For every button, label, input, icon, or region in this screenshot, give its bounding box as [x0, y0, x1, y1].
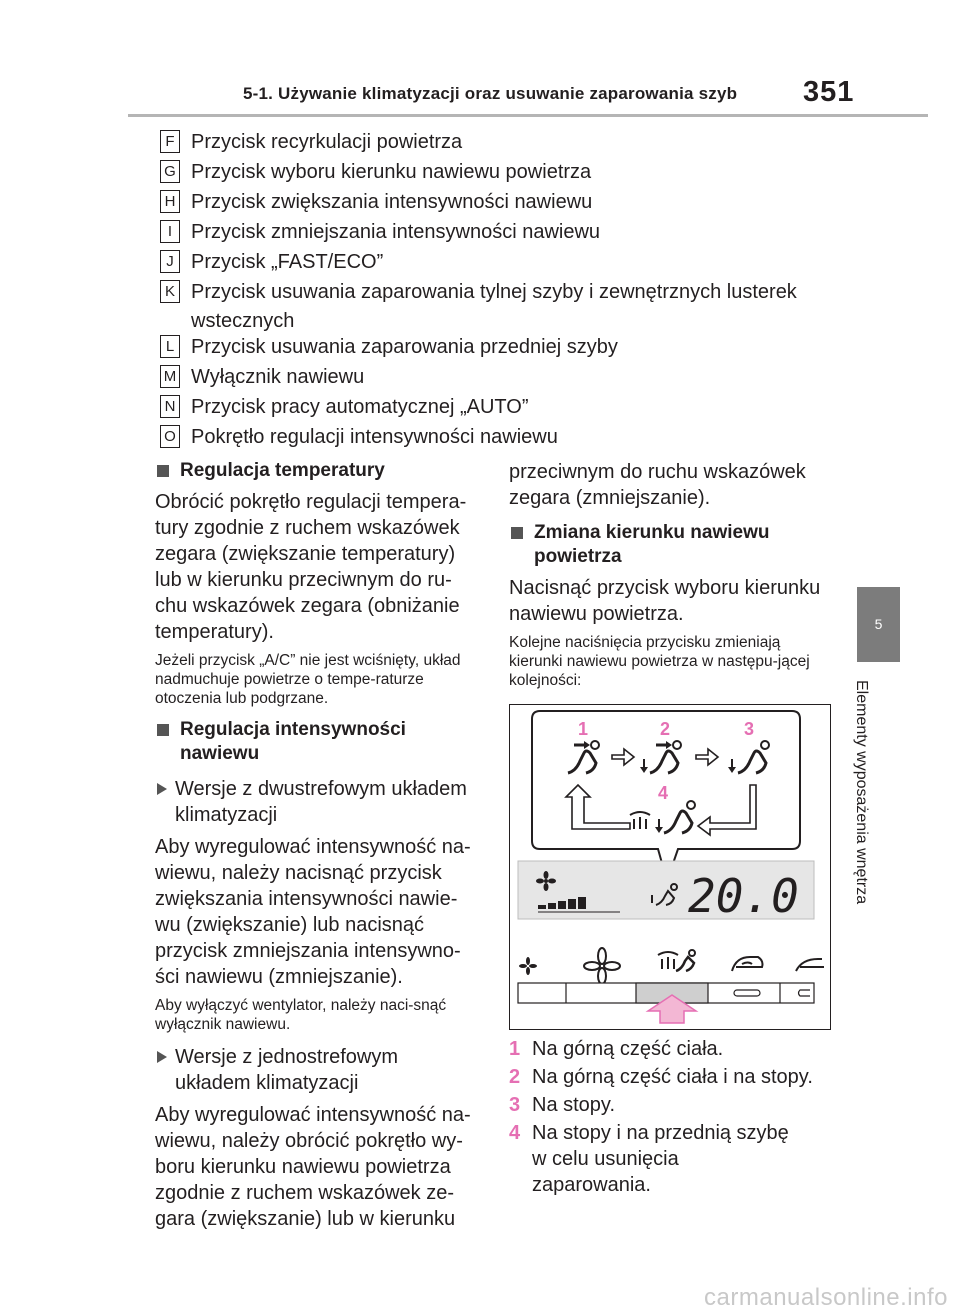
fan-small-icon: [519, 957, 537, 975]
chapter-label-text: Elementy wyposażenia wnętrza: [853, 680, 870, 905]
list-text: Na górną część ciała.: [532, 1038, 724, 1060]
left-column: [155, 459, 477, 1232]
dual-zone-note: Aby wyłączyć wentylator, należy naci-snąć wyłącznik nawiewu.: [155, 997, 447, 1033]
direction-heading: [509, 521, 829, 569]
key-letter: L: [160, 335, 180, 358]
dual-zone-heading-text: Wersje z dwustrefowym układem klimatyzacji: [175, 778, 467, 826]
section-title: 5-1. Używanie klimatyzacji oraz usuwanie zaparowania szyb: [243, 84, 738, 103]
key-letter: K: [160, 280, 180, 303]
temperature-readout: 20.0: [688, 869, 799, 923]
intensity-heading: [155, 718, 477, 766]
list-text: Na górną część ciała i na stopy.: [532, 1066, 813, 1088]
direction-body: Nacisnąć przycisk wyboru kierunku nawiewu powietrza.: [509, 577, 821, 625]
mode-number-2: 2: [660, 719, 671, 739]
key-text: Przycisk usuwania zaparowania tylnej szyby i zewnętrznych lusterek wstecznych: [191, 281, 797, 332]
temp-note: Jeżeli przycisk „A/C” nie jest wciśnięty, układ nadmuchuje powietrze o tempe-raturze otoczenia lub podgrzane.: [155, 652, 461, 707]
chapter-tab: 5: [857, 587, 900, 662]
watermark: [0, 1284, 960, 1313]
temp-body: Obrócić pokrętło regulacji tempera-tury zgodnie z ruchem wskazówek zegara (zwiększanie temperatury) lub w kierunku przeciwnym do ru-chu wskazówek zegara (obniżanie temperatury).: [155, 491, 467, 643]
key-letter: I: [160, 220, 180, 243]
list-text: Na stopy.: [532, 1094, 615, 1116]
list-number: 4: [509, 1122, 521, 1144]
temp-heading-text: Regulacja temperatury: [180, 460, 385, 481]
dual-zone-heading: [155, 776, 477, 828]
triangle-bullet-icon: [157, 1051, 167, 1063]
key-letter: F: [160, 130, 180, 153]
list-text: Na stopy i na przednią szybę w celu usunięcia zaparowania.: [532, 1122, 789, 1196]
key-letter: M: [160, 365, 180, 388]
temp-heading: [155, 459, 477, 483]
key-text: Wyłącznik nawiewu: [191, 366, 365, 388]
mode-number-3: 3: [744, 719, 755, 739]
key-text: Przycisk wyboru kierunku nawiewu powietrza: [191, 161, 592, 183]
direction-heading-text: Zmiana kierunku nawiewu powietrza: [534, 522, 770, 567]
key-text: Pokrętło regulacji intensywności nawiewu: [191, 426, 558, 448]
mode-number-4: 4: [658, 783, 669, 803]
right-column: [509, 459, 829, 690]
square-bullet-icon: [157, 465, 169, 477]
key-letter: O: [160, 425, 180, 448]
single-zone-body: Aby wyregulować intensywność na-wiewu, należy obrócić pokrętło wy-boru kierunku nawiewu powietrza zgodnie z ruchem wskazówek ze-gara (zwiększanie) lub w kierunku: [155, 1104, 471, 1230]
key-text: Przycisk zwiększania intensywności nawiewu: [191, 191, 593, 213]
watermark-text: carmanualsonline.info: [704, 1284, 948, 1311]
key-letter: J: [160, 250, 180, 273]
continuation-text: przeciwnym do ruchu wskazówek zegara (zmniejszanie).: [509, 461, 806, 509]
diagram-svg: [510, 705, 830, 1029]
key-text: Przycisk usuwania zaparowania przedniej szyby: [191, 336, 618, 358]
key-letter: H: [160, 190, 180, 213]
key-letter: G: [160, 160, 180, 183]
key-text: Przycisk „FAST/ECO”: [191, 251, 384, 273]
list-number: 1: [509, 1038, 521, 1060]
key-text: Przycisk pracy automatycznej „AUTO”: [191, 396, 529, 418]
dual-zone-body: Aby wyregulować intensywność na-wiewu, należy nacisnąć przycisk zwiększania intensywności nawie-wu (zwiększanie) lub nacisnąć przycisk zmniejszania intensywno-ści nawiewu (zmniejszanie).: [155, 836, 471, 988]
single-zone-heading-text: Wersje z jednostrefowym układem klimatyzacji: [175, 1046, 399, 1094]
triangle-bullet-icon: [157, 783, 167, 795]
page-number: 351: [803, 76, 855, 108]
chapter-label: [853, 680, 892, 940]
square-bullet-icon: [157, 724, 169, 736]
list-number: 2: [509, 1066, 521, 1088]
intensity-heading-text: Regulacja intensywności nawiewu: [180, 719, 406, 764]
single-zone-heading: [155, 1044, 477, 1096]
square-bullet-icon: [511, 527, 523, 539]
recirculation-icon: [732, 957, 763, 971]
key-letter: N: [160, 395, 180, 418]
fan-large-icon: [584, 948, 620, 984]
mode-number-1: 1: [578, 719, 589, 739]
direction-note: Kolejne naciśnięcia przycisku zmieniają kierunki nawiewu powietrza w następu-jącej kolejności:: [509, 634, 810, 689]
header-divider: [128, 114, 928, 117]
key-text: Przycisk zmniejszania intensywności nawiewu: [191, 221, 601, 243]
list-number: 3: [509, 1094, 521, 1116]
windshield-defrost-icon: [658, 950, 695, 971]
airflow-mode-diagram: [509, 704, 831, 1030]
key-text: Przycisk recyrkulacji powietrza: [191, 131, 463, 153]
fresh-air-icon: [796, 959, 824, 971]
